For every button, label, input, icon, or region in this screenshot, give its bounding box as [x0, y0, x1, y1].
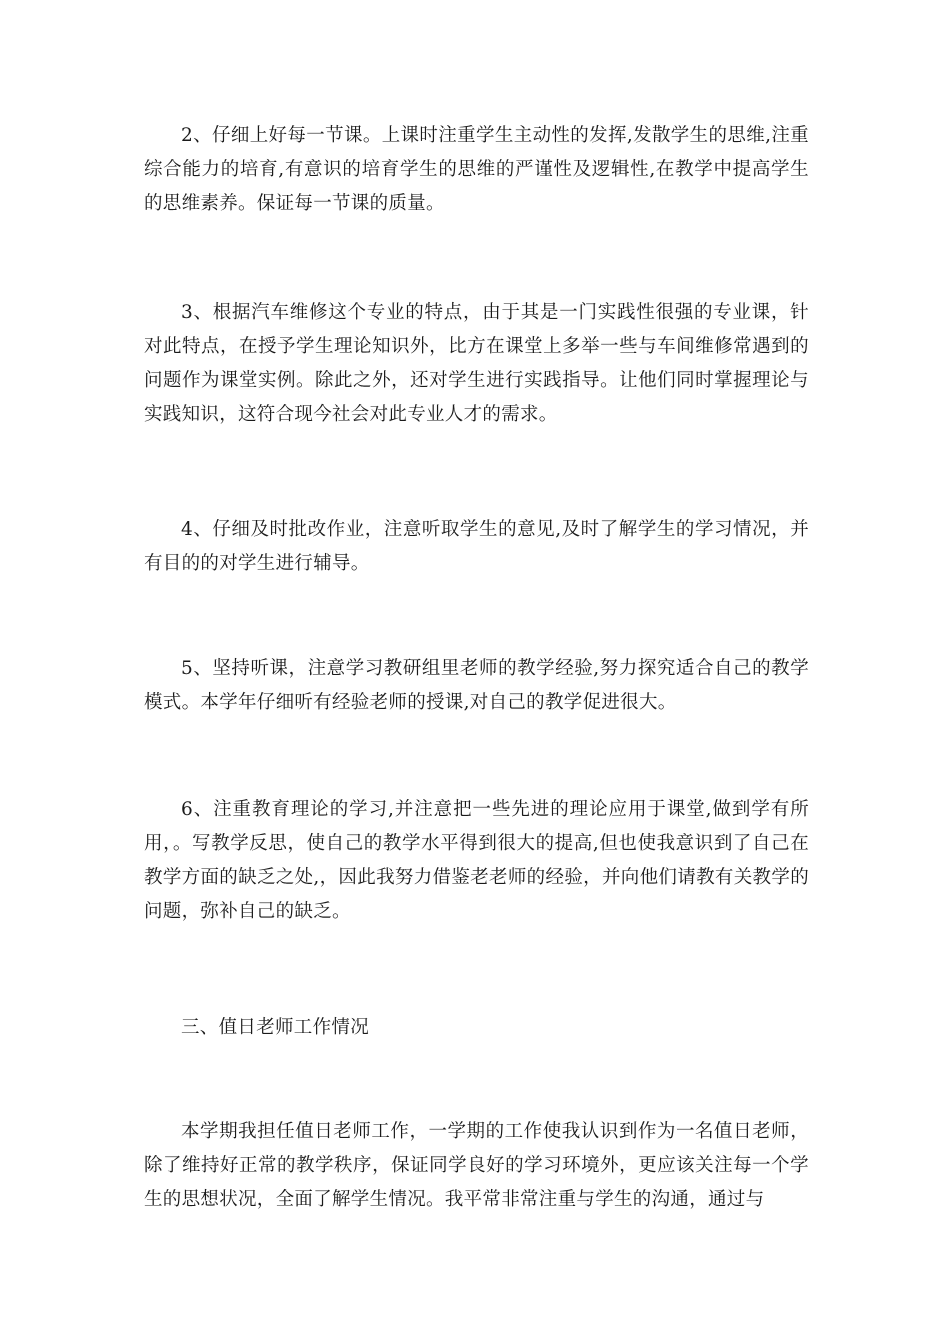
- section-heading: 三、值日老师工作情况: [181, 1017, 370, 1038]
- paragraph-item-4: 4、仔细及时批改作业，注意听取学生的意见,及时了解学生的学习情况，并有目的的对学生进行辅导。: [144, 519, 809, 574]
- paragraph-item-2: 2、仔细上好每一节课。上课时注重学生主动性的发挥,发散学生的思维,注重综合能力的培育,有意识的培育学生的思维的严谨性及逻辑性,在教学中提高学生的思维素养。保证每一节课的质量。: [144, 125, 809, 214]
- paragraph-item-3: 3、根据汽车维修这个专业的特点，由于其是一门实践性很强的专业课，针对此特点，在授予学生理论知识外，比方在课堂上多举一些与车间维修常遇到的问题作为课堂实例。除此之外，还对学生进行实践指导。让他们同时掌握理论与实践知识，这符合现今社会对此专业人才的需求。: [144, 302, 809, 425]
- paragraph-item-5: 5、坚持听课，注意学习教研组里老师的教学经验,努力探究适合自己的教学模式。本学年仔细听有经验老师的授课,对自己的教学促进很大。: [144, 658, 809, 713]
- final-paragraph: 本学期我担任值日老师工作，一学期的工作使我认识到作为一名值日老师，除了维持好正常的教学秩序，保证同学良好的学习环境外，更应该关注每一个学生的思想状况，全面了解学生情况。我平常非常注重与学生的沟通，通过与: [144, 1121, 809, 1210]
- paragraph-item-6: 6、注重教育理论的学习,并注意把一些先进的理论应用于课堂,做到学有所用，。写教学反思，使自己的教学水平得到很大的提高,但也使我意识到了自己在教学方面的缺乏之处,，因此我努力借鉴老老师的经验，并向他们请教有关教学的问题，弥补自己的缺乏。: [144, 799, 809, 922]
